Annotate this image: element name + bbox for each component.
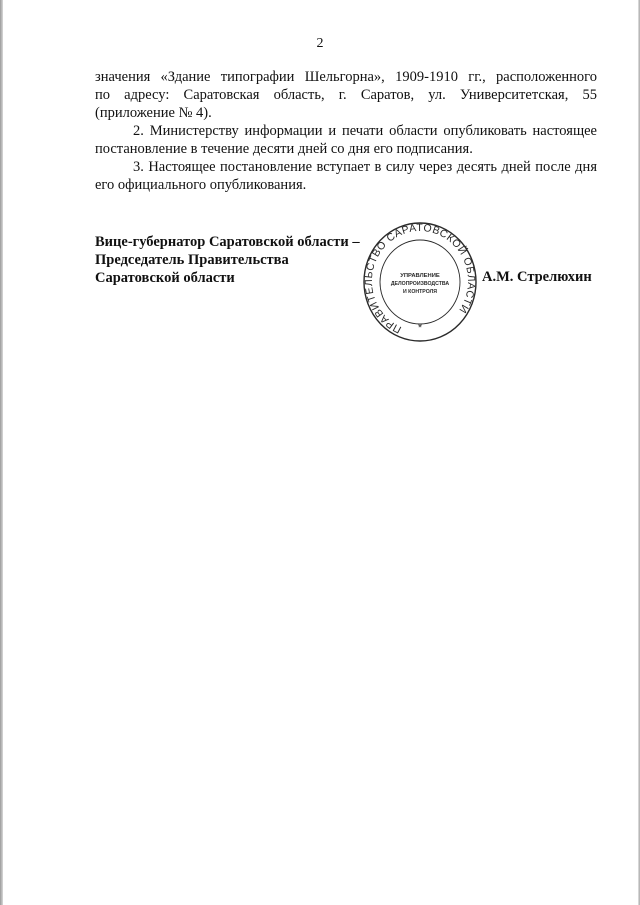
stamp-outer-text: ПРАВИТЕЛЬСТВО САРАТОВСКОЙ ОБЛАСТИ	[362, 221, 478, 336]
paragraph-1-line-1: значения «Здание типографии Шельгорна», 1909-1910 гг., расположенного	[95, 69, 597, 85]
document-body	[95, 68, 597, 194]
page-number: 2	[316, 36, 324, 51]
stamp-inner-line-3: И КОНТРОЛЯ	[403, 289, 437, 295]
scan-edge-left	[0, 0, 3, 905]
paragraph-3: 3. Настоящее постановление вступает в силу через десять дней после дня его официального опубликования.	[95, 159, 597, 193]
paragraph-1	[95, 68, 597, 122]
paragraph-2: 2. Министерству информации и печати области опубликовать настоящее постановление в течение десяти дней со дня его подписания.	[95, 123, 597, 157]
signatory-title-line-1: Вице-губернатор Саратовской области –	[95, 234, 360, 250]
official-seal-stamp	[361, 221, 479, 343]
signatory-name: А.М. Стрелюхин	[482, 269, 592, 285]
signatory-title	[95, 233, 395, 287]
stamp-star-icon: *	[417, 322, 423, 334]
paragraph-1-line-2: по адресу: Саратовская область, г. Саратов, ул. Университетская, 55	[95, 87, 597, 103]
signatory-title-line-2: Председатель Правительства	[95, 252, 289, 268]
stamp-inner-line-2: ДЕЛОПРОИЗВОДСТВА	[390, 281, 450, 287]
stamp-inner-line-1: УПРАВЛЕНИЕ	[400, 273, 440, 279]
paragraph-1-line-3: (приложение № 4).	[95, 105, 212, 121]
signatory-title-line-3: Саратовской области	[95, 270, 235, 286]
